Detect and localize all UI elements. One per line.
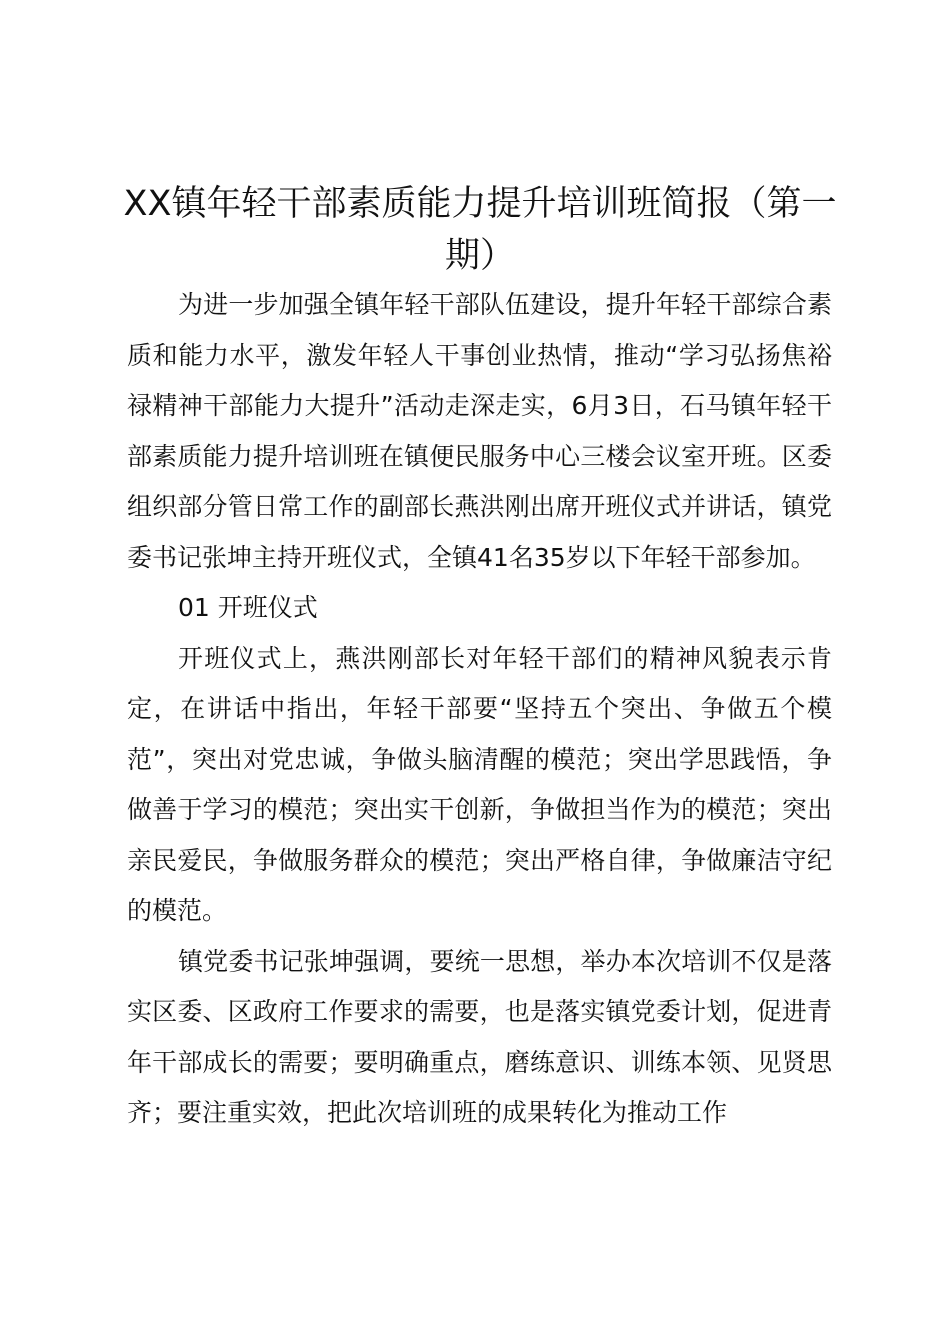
section-heading-opening-ceremony: 01 开班仪式: [178, 593, 318, 622]
paragraph-minister-speech: 开班仪式上，燕洪刚部长对年轻干部们的精神风貌表示肯定，在讲话中指出，年轻干部要“坚持五个突出、争做五个模范”，突出对党忠诚，争做头脑清醒的模范；突出学思践悟，争做善于学习的模范；突出实干创新，争做担当作为的模范；突出亲民爱民，争做服务群众的模范；突出严格自律，争做廉洁守纪的模范。: [127, 643, 832, 925]
paragraph-intro: 为进一步加强全镇年轻干部队伍建设，提升年轻干部综合素质和能力水平，激发年轻人干事创业热情，推动“学习弘扬焦裕禄精神干部能力大提升”活动走深走实，6月3日，石马镇年轻干部素质能力提升培训班在镇便民服务中心三楼会议室开班。区委组织部分管日常工作的副部长燕洪刚出席开班仪式并讲话，镇党委书记张坤主持开班仪式，全镇41名35岁以下年轻干部参加。: [127, 290, 832, 572]
document-title: XX镇年轻干部素质能力提升培训班简报（第一期）: [123, 184, 837, 276]
document-body: [127, 280, 832, 1139]
paragraph-secretary-speech: 镇党委书记张坤强调，要统一思想，举办本次培训不仅是落实区委、区政府工作要求的需要，也是落实镇党委计划，促进青年干部成长的需要；要明确重点，磨练意识、训练本领、见贤思齐；要注重实效，把此次培训班的成果转化为推动工作: [127, 946, 832, 1127]
